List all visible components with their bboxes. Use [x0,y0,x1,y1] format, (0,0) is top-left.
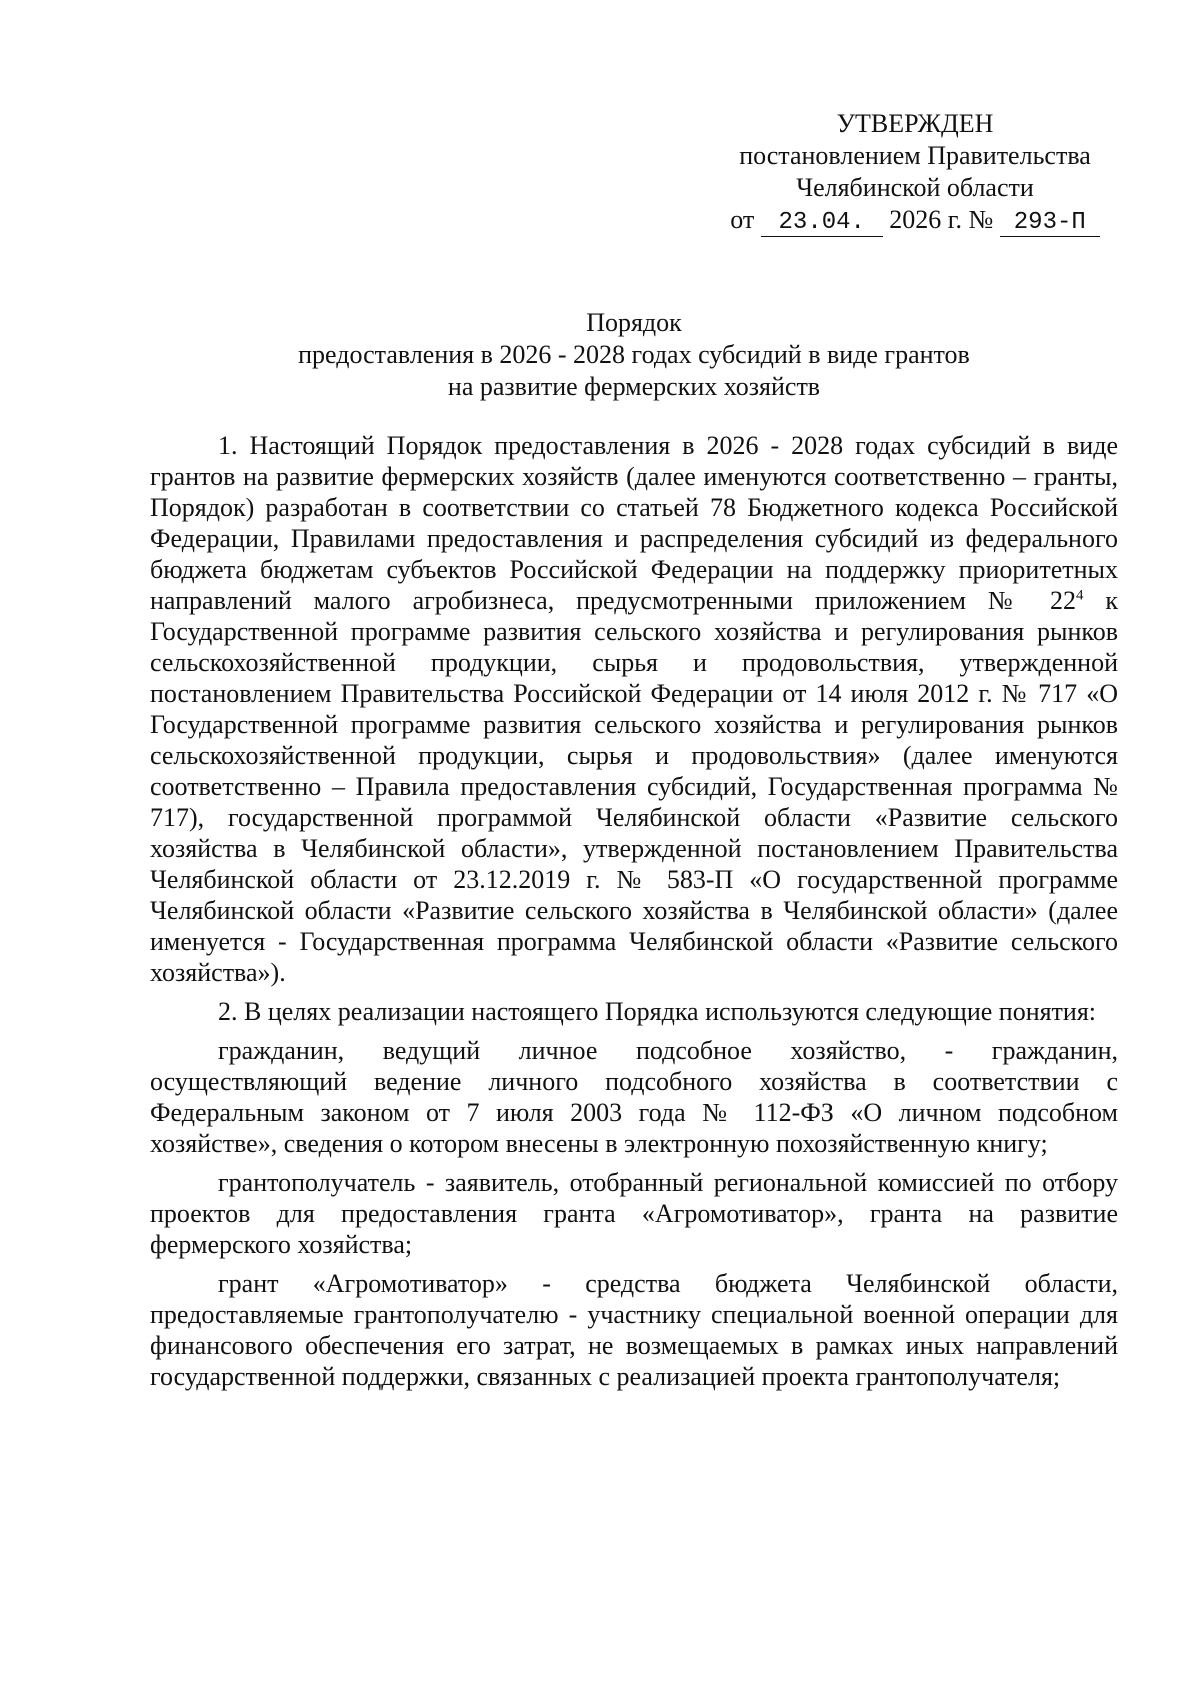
approval-date: 23.04. [761,210,883,237]
paragraph-2: 2. В целях реализации настоящего Порядка используются следующие понятия: [218,997,1097,1026]
approval-year: 2026 г. № [889,205,994,234]
paragraph-1 [150,430,1118,988]
document-body [150,430,1118,1392]
title-line-2: предоставления в 2026 - 2028 годах субсидий в виде грантов [298,340,970,369]
title-line-1: Порядок [586,308,682,337]
document-title [150,307,1118,403]
approval-authority: постановлением Правительства [739,141,1091,170]
approval-region: Челябинской области [796,173,1034,202]
approval-stamp [720,108,1110,237]
definition-citizen: гражданин, ведущий личное подсобное хозяйство, - гражданин, осуществляющий ведение личного подсобного хозяйства в соответствии с Федеральным законом от 7 июля 2003 года № 112-ФЗ «О личном подсобном хозяйстве», сведения о котором внесены в электронную похозяйственную книгу; [150,1036,1118,1158]
date-prefix: от [730,205,755,234]
superscript-4: 4 [1075,587,1084,604]
paragraph-1-text-b: к Государственной программе развития сельского хозяйства и регулирования рынков сельскохозяйственной продукции, сырья и продовольствия, утвержденной постановлением Правительства Российской Федерации от 14 июля 2012 г. № 717 «О Государственной программе развития сельского хозяйства и регулирования рынков сельскохозяйственной продукции, сырья и продовольствия» (далее именуются соответственно – Правила предоставления субсидий, Государственная программа № 717), государственной программой Челябинской области «Развитие сельского хозяйства в Челябинской области», утвержденной постановлением Правительства Челябинской области от 23.12.2019 г. № 583-П «О государственной программе Челябинской области «Развитие сельского хозяйства в Челябинской области» (далее именуется - Государственная программа Челябинской области «Развитие сельского хозяйства»). [150,586,1118,987]
approval-number-line [720,204,1110,237]
approval-number: 293-П [1000,210,1100,237]
paragraph-1-text-a: 1. Настоящий Порядок предоставления в 2026 - 2028 годах субсидий в виде грантов на развитие фермерских хозяйств (далее именуются соответственно – гранты, Порядок) разработан в соответствии со статьей 78 Бюджетного кодекса Российской Федерации, Правилами предоставления и распределения субсидий из федерального бюджета бюджетам субъектов Российской Федерации на поддержку приоритетных направлений малого агробизнеса, предусмотренными приложением № 22 [150,431,1118,615]
approval-heading: УТВЕРЖДЕН [836,109,994,138]
title-line-3: на развитие фермерских хозяйств [447,372,821,401]
definition-agromotivator-grant: грант «Агромотиватор» - средства бюджета Челябинской области, предоставляемые грантополучателю - участнику специальной военной операции для финансового обеспечения его затрат, не возмещаемых в рамках иных направлений государственной поддержки, связанных с реализацией проекта грантополучателя; [150,1269,1118,1391]
definition-grant-recipient: грантополучатель - заявитель, отобранный региональной комиссией по отбору проектов для предоставления гранта «Агромотиватор», гранта на развитие фермерского хозяйства; [150,1168,1118,1259]
